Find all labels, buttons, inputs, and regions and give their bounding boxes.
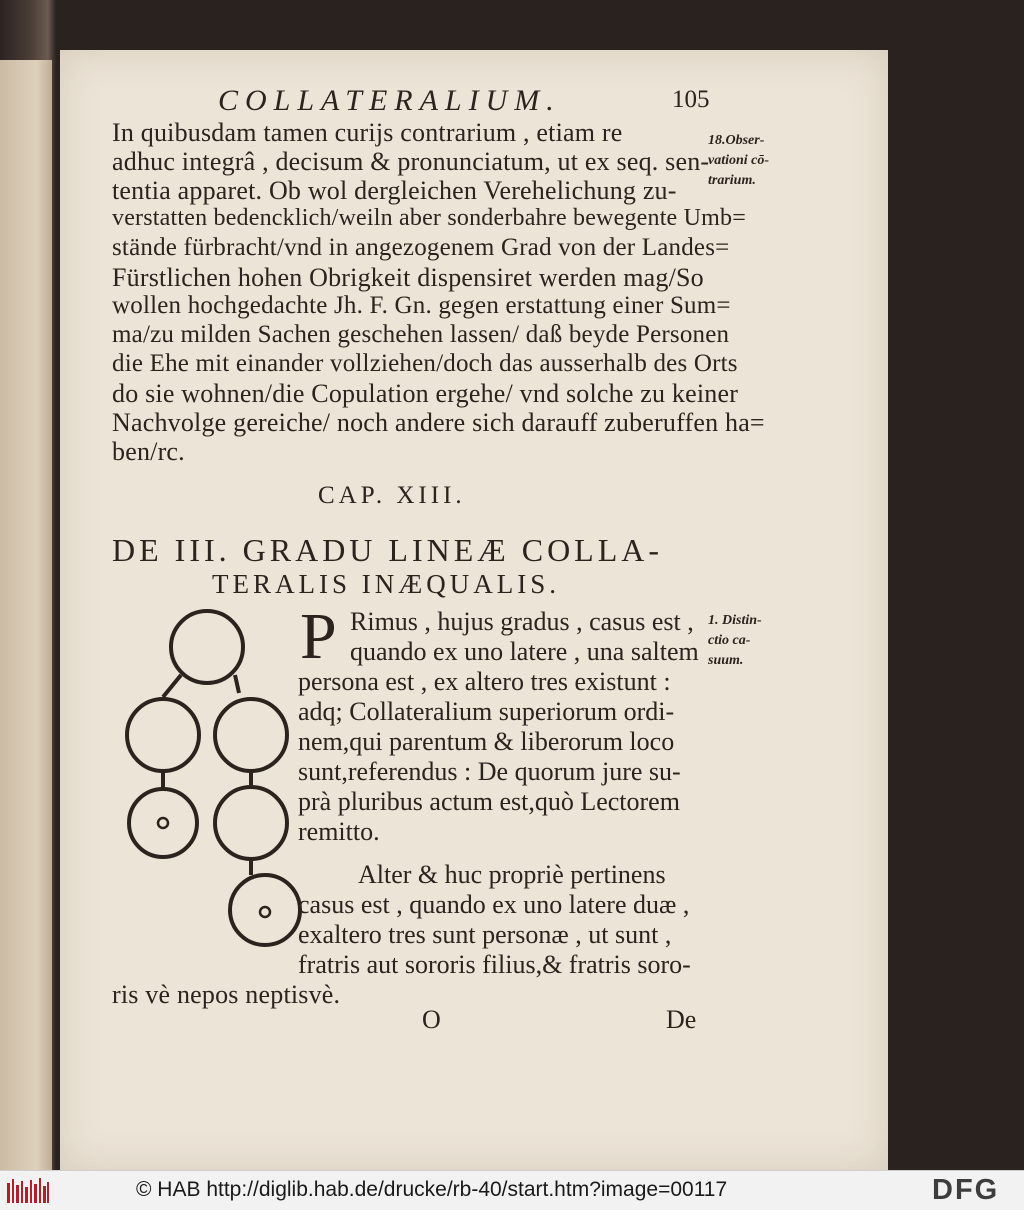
paragraph-line: exaltero tres sunt personæ , ut sunt ,: [298, 920, 672, 949]
paragraph-line: persona est , ex altero tres existunt :: [298, 667, 671, 696]
marked-person-dot: [260, 907, 270, 917]
margin-note: trarium.: [708, 173, 756, 188]
paragraph-line: remitto.: [298, 817, 380, 846]
paragraph-line: quando ex uno latere , una saltem: [350, 637, 699, 666]
body-line: Nachvolge gereiche/ noch andere sich darauff zuberuffen ha=: [112, 408, 765, 437]
body-line: adhuc integrâ , decisum & pronunciatum, ut ex seq. sen-: [112, 147, 710, 176]
body-line: verstatten bedencklich/weiln aber sonderbahre bewegente Umb=: [112, 205, 746, 231]
paragraph-line: casus est , quando ex uno latere duæ ,: [298, 890, 690, 919]
body-line: Fürstlichen hohen Obrigkeit dispensiret werden mag/So: [112, 263, 704, 292]
paragraph-line: sunt,referendus : De quorum jure su-: [298, 757, 681, 786]
ancestor-circle: [171, 611, 243, 683]
paragraph-line: ris vè nepos neptisvè.: [112, 980, 341, 1009]
sibling-circle-left: [127, 699, 199, 771]
chapter-heading-continued: TERALIS INÆQUALIS.: [212, 569, 560, 599]
child-circle-right: [215, 787, 287, 859]
margin-note: suum.: [708, 653, 744, 668]
paragraph-line: Rimus , hujus gradus , casus est ,: [350, 607, 694, 636]
kinship-diagram: [115, 605, 305, 975]
chapter-number: CAP. XIII.: [318, 482, 466, 509]
body-line: die Ehe mit einander vollziehen/doch das ausserhalb des Orts: [112, 350, 738, 377]
paragraph-line: fratris aut sororis filius,& fratris soro-: [298, 950, 691, 979]
previous-page-edge: [0, 60, 52, 1170]
paragraph-line: Alter & huc propriè pertinens: [358, 860, 666, 889]
body-line: In quibusdam tamen curijs contrarium , etiam re: [112, 118, 623, 147]
marked-person-dot: [158, 818, 168, 828]
body-line: stände fürbracht/vnd in angezogenem Grad von der Landes=: [112, 234, 730, 261]
sibling-circle-right: [215, 699, 287, 771]
margin-note: vationi cō-: [708, 153, 770, 168]
chapter-heading: DE III. GRADU LINEÆ COLLA-: [112, 532, 664, 568]
dfg-logo: DFG: [932, 1174, 1000, 1206]
child-circle-left: [129, 789, 197, 857]
hab-logo-icon: [6, 1177, 50, 1205]
paragraph-line: adq; Collateralium superiorum ordi-: [298, 697, 675, 726]
footer-bar: [0, 1170, 1024, 1210]
copyright-link[interactable]: © HAB http://diglib.hab.de/drucke/rb-40/start.htm?image=00117: [136, 1178, 728, 1201]
body-line: wollen hochgedachte Jh. F. Gn. gegen erstattung einer Sum=: [112, 292, 731, 319]
catchword: De: [666, 1005, 697, 1034]
paragraph-line: prà pluribus actum est,quò Lectorem: [298, 787, 680, 816]
margin-note: 18.Obser-: [708, 133, 765, 148]
margin-note: 1. Distin-: [708, 613, 762, 628]
grandchild-circle: [230, 875, 300, 945]
body-line: ben/rc.: [112, 437, 185, 466]
running-head: COLLATERALIUM.: [218, 84, 561, 117]
book-page: [60, 50, 888, 1170]
page-number: 105: [672, 86, 710, 113]
body-line: do sie wohnen/die Copulation ergehe/ vnd solche zu keiner: [112, 379, 739, 408]
body-line: tentia apparet. Ob wol dergleichen Verehelichung zu-: [112, 176, 677, 205]
paragraph-line: nem,qui parentum & liberorum loco: [298, 727, 675, 756]
signature-mark: O: [422, 1005, 441, 1034]
drop-cap: P: [300, 600, 337, 673]
body-line: ma/zu milden Sachen geschehen lassen/ daß beyde Personen: [112, 321, 730, 348]
margin-note: ctio ca-: [708, 633, 751, 648]
